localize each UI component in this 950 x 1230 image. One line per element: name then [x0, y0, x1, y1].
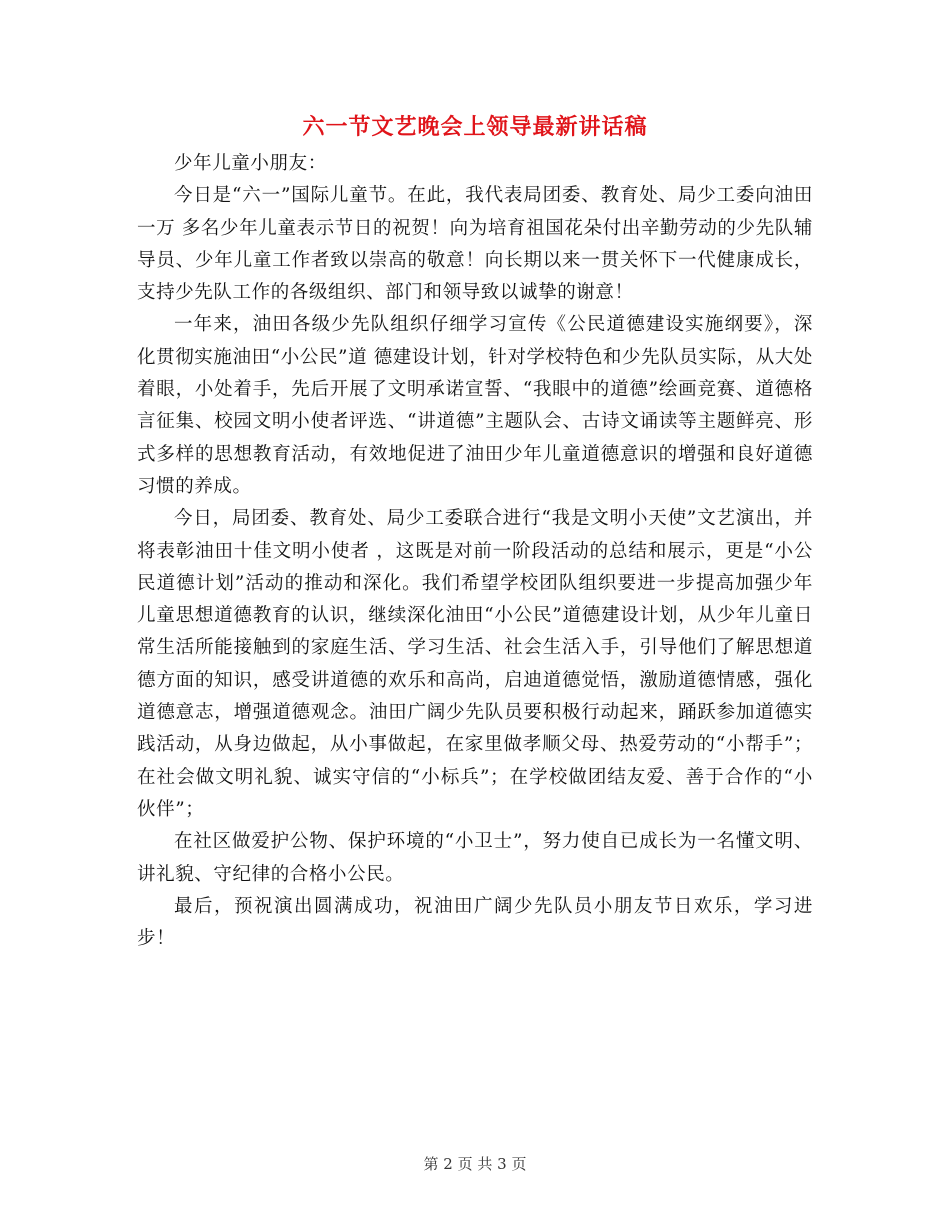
paragraph-3: 今日，局团委、教育处、局少工委联合进行“我是文明小天使”文艺演出，并将表彰油田十佳文明小使者 ，这既是对前一阶段活动的总结和展示，更是“小公民道德计划”活动的推动和深化。我们希望学校团队组织要进一步提高加强少年儿童思想道德教育的认识，继续深化油田“小公民”道德建设计划，从少年儿童日常生活所能接触到的家庭生活、学习生活、社会生活入手，引导他们了解思想道德方面的知识，感受讲道德的欢乐和高尚，启迪道德觉悟，激励道德情感，强化道德意志，增强道德观念。油田广阔少先队员要积极行动起来，踊跃参加道德实践活动，从身边做起，从小事做起，在家里做孝顺父母、热爱劳动的“小帮手”；在社会做文明礼貌、诚实守信的“小标兵”；在学校做团结友爱、善于合作的“小伙伴”； [137, 508, 813, 820]
paragraph-1: 今日是“六一”国际儿童节。在此，我代表局团委、教育处、局少工委向油田一万 多名少年儿童表示节日的祝贺！向为培育祖国花朵付出辛勤劳动的少先队辅导员、少年儿童工作者致以崇高的敬意！向长期以来一贯关怀下一代健康成长，支持少先队工作的各级组织、部门和领导致以诚挚的谢意！ [137, 185, 813, 304]
page-number-footer: 第 2 页 共 3 页 [423, 1155, 527, 1173]
document-title: 六一节文艺晚会上领导最新讲话稿 [302, 114, 648, 140]
paragraph-5: 最后，预祝演出圆满成功，祝油田广阔少先队员小朋友节日欢乐，学习进步！ [137, 895, 813, 950]
paragraph-2: 一年来，油田各级少先队组织仔细学习宣传《公民道德建设实施纲要》，深化贯彻实施油田“小公民”道 德建设计划，针对学校特色和少先队员实际，从大处着眼，小处着手，先后开展了文明承诺宣誓、“我眼中的道德”绘画竞赛、道德格言征集、校园文明小使者评选、“讲道德”主题队会、古诗文诵读等主题鲜亮、形式多样的思想教育活动，有效地促进了油田少年儿童道德意识的增强和良好道德习惯的养成。 [137, 314, 813, 497]
paragraph-4: 在社区做爱护公物、保护环境的“小卫士”，努力使自已成长为一名懂文明、讲礼貌、守纪律的合格小公民。 [137, 831, 813, 885]
document-body [137, 148, 813, 955]
salutation: 少年儿童小朋友： [174, 153, 327, 174]
